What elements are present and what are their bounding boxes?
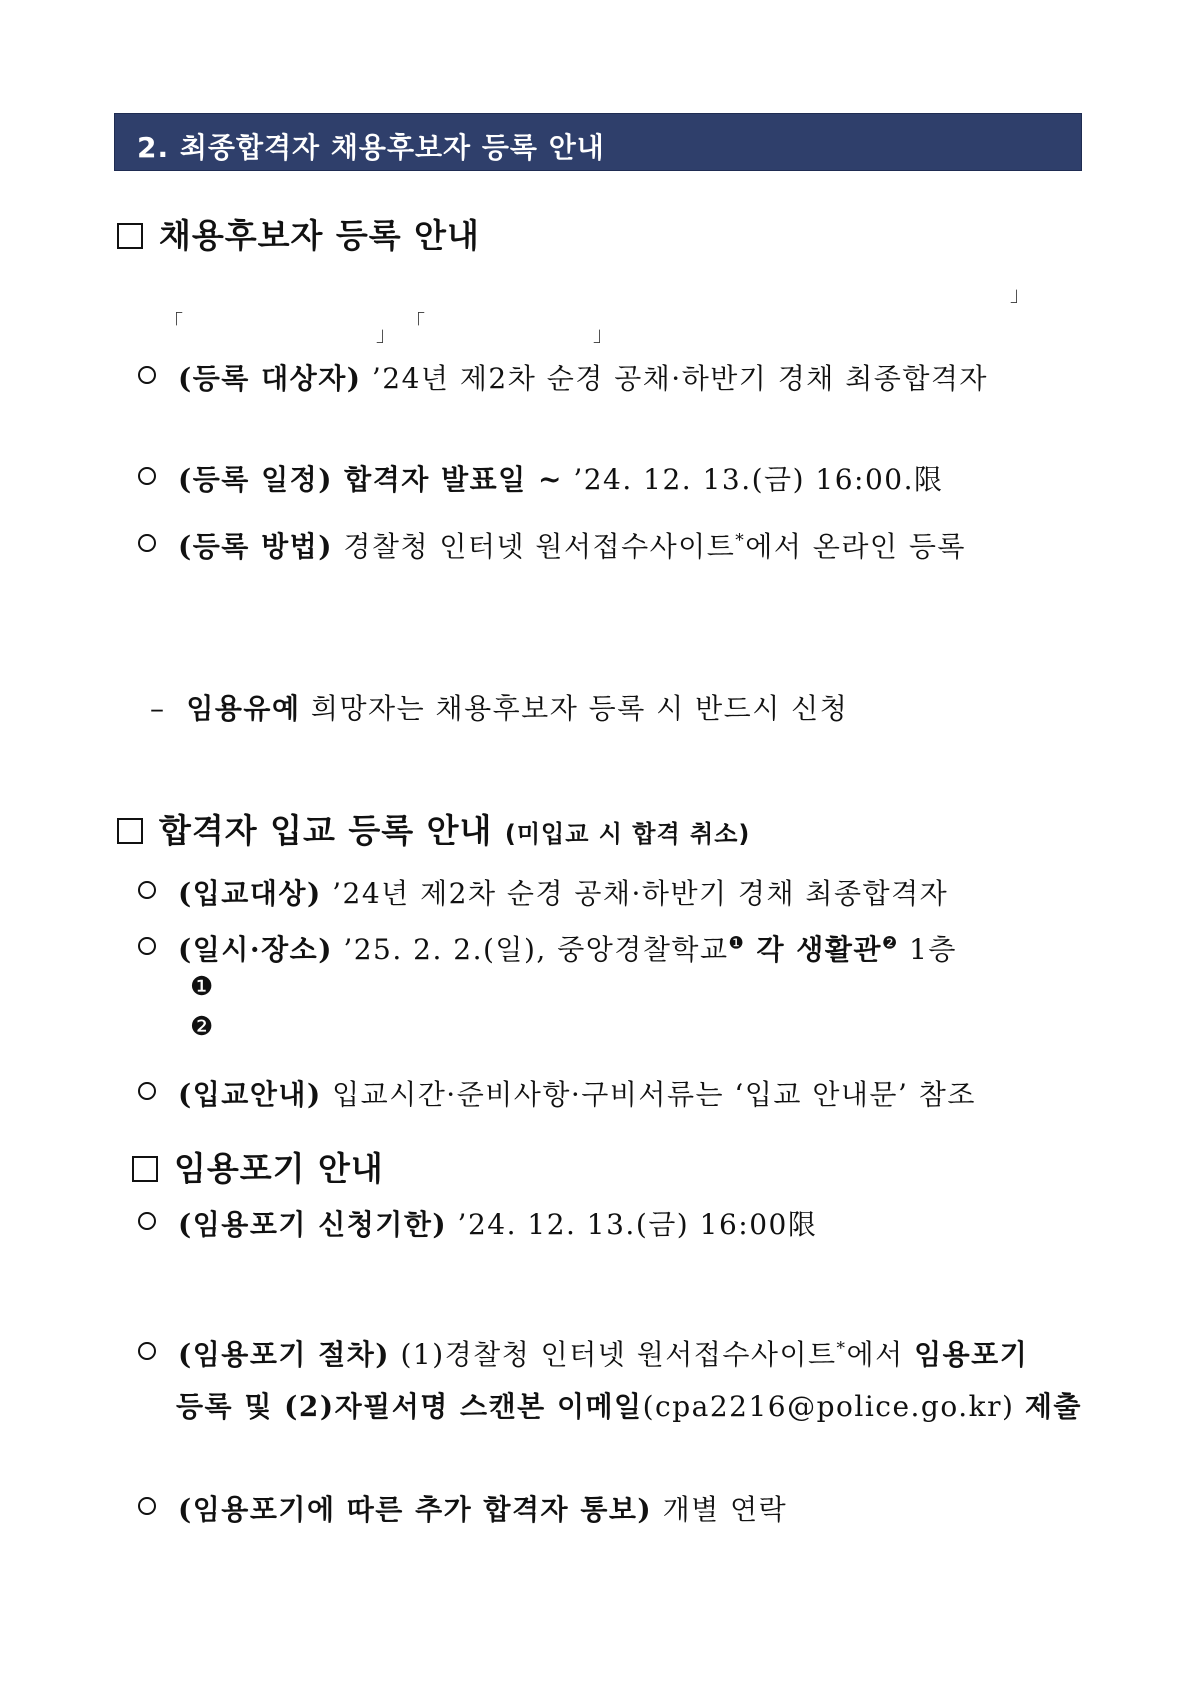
bracket-mark: 」 [1010, 282, 1030, 306]
section-title: 2. 최종합격자 채용후보자 등록 안내 [137, 131, 605, 164]
bullet-icon [138, 1082, 156, 1100]
bullet-icon [138, 467, 156, 485]
heading-registration: 채용후보자 등록 안내 [117, 210, 480, 257]
bullet-icon [138, 1342, 156, 1360]
bullet-icon [138, 366, 156, 384]
section-banner [114, 113, 1082, 171]
bullet-icon [138, 937, 156, 955]
list-item: (등록 일정) 합격자 발표일 ~ ’24. 12. 13.(금) 16:00.限 [138, 458, 944, 498]
list-item: (입교안내) 입교시간·준비사항·구비서류는 ‘입교 안내문’ 참조 [138, 1073, 976, 1113]
list-item: (등록 대상자) ’24년 제2차 순경 공채·하반기 경채 최종합격자 [138, 357, 988, 397]
checkbox-icon [132, 1156, 158, 1182]
list-item: (임용포기 절차) (1)경찰청 인터넷 원서접수사이트*에서 임용포기 [138, 1333, 1028, 1373]
list-item-continuation: 등록 및 (2)자필서명 스캔본 이메일(cpa2216@police.go.kr) 제출 [176, 1390, 1082, 1423]
bracket-mark: 」 [593, 322, 613, 346]
footnote-mark: ❶ [190, 972, 214, 1002]
bracket-mark: 「 [163, 310, 183, 334]
bracket-mark: 」 [376, 322, 396, 346]
bullet-icon [138, 534, 156, 552]
checkbox-icon [117, 818, 143, 844]
list-item: (일시·장소) ’25. 2. 2.(일), 중앙경찰학교$^❶$ 각 생활관$^❷$ 1층 [138, 928, 957, 968]
bullet-icon [138, 1497, 156, 1515]
list-item: (등록 방법) 경찰청 인터넷 원서접수사이트*에서 온라인 등록 [138, 525, 966, 565]
list-item: (입교대상) ’24년 제2차 순경 공채·하반기 경채 최종합격자 [138, 872, 948, 912]
footnote-mark: ❷ [190, 1012, 214, 1042]
list-item: (임용포기에 따른 추가 합격자 통보) 개별 연락 [138, 1488, 787, 1528]
bullet-icon [138, 1212, 156, 1230]
list-item: (임용포기 신청기한) ’24. 12. 13.(금) 16:00限 [138, 1203, 817, 1243]
bracket-mark: 「 [405, 310, 425, 334]
heading-waiver: 임용포기 안내 [132, 1143, 384, 1190]
bullet-icon [138, 881, 156, 899]
sub-list-item: – 임용유예 희망자는 채용후보자 등록 시 반드시 신청 [150, 692, 849, 725]
checkbox-icon [117, 223, 143, 249]
heading-admission: 합격자 입교 등록 안내 (미입교 시 합격 취소) [117, 805, 750, 852]
